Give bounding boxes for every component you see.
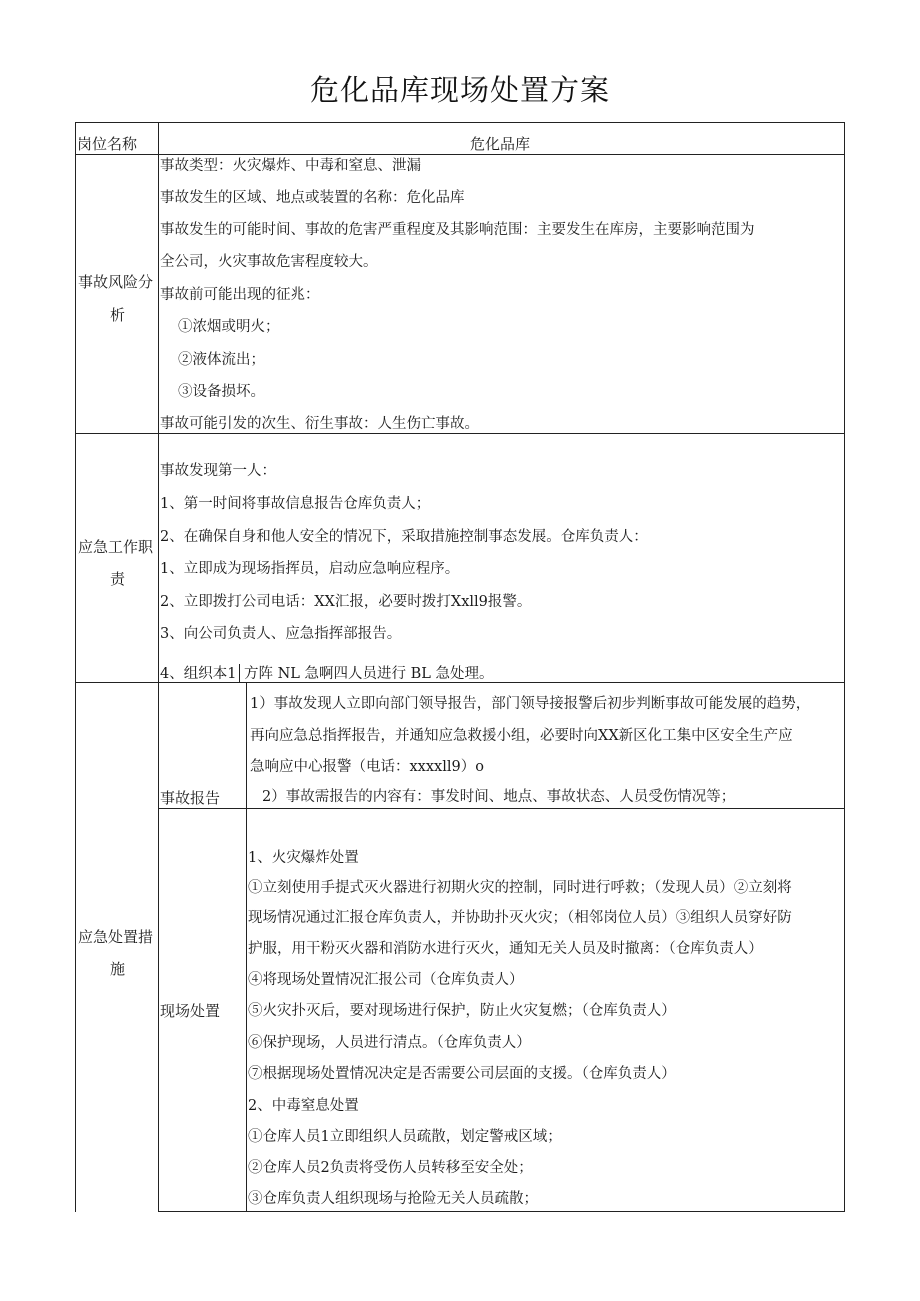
report-line: 急响应中心报警（电话：xxxxll9）o [250, 759, 484, 775]
risk-line: ③设备损坏。 [178, 384, 265, 400]
table-column-divider [158, 122, 159, 1212]
subcolumn-divider [246, 682, 247, 1212]
onsite-line: ⑥保护现场，人员进行清点。（仓库负责人） [248, 1035, 531, 1051]
risk-label-line2: 析 [110, 306, 126, 324]
onsite-line: 护服，用干粉灭火器和消防水进行灭火，通知无关人员及时撤离：（仓库负责人） [248, 941, 763, 957]
report-label: 事故报告 [160, 789, 221, 807]
table-border-bottom [158, 1211, 845, 1212]
risk-label-line1: 事故风险分 [78, 273, 154, 291]
onsite-line: ②仓库人员2负责将受伤人员转移至安全处； [248, 1160, 533, 1176]
table-border-right [844, 122, 845, 1212]
risk-line: 事故发生的可能时间、事故的危害严重程度及其影响范围：主要发生在库房，主要影响范围为 [160, 222, 755, 238]
duty-line: 2、在确保自身和他人安全的情况下，采取措施控制事态发展。仓库负责人： [160, 529, 648, 545]
duty-line: 事故发现第一人： [160, 463, 276, 479]
duty-label-line1: 应急工作职 [78, 538, 154, 556]
report-line: 再向应急总指挥报告，并通知应急救援小组，必要时向XX新区化工集中区安全生产应 [250, 728, 793, 744]
report-line: 1）事故发现人立即向部门领导报告，部门领导接报警后初步判断事故可能发展的趋势， [250, 696, 811, 712]
duty-line: 4、组织本1 [160, 666, 237, 682]
onsite-line: 1、火灾爆炸处置 [248, 850, 359, 866]
table-border-top [75, 122, 845, 123]
risk-line: 事故发生的区域、地点或装置的名称：危化品库 [160, 190, 465, 206]
row-divider-report [158, 808, 845, 809]
onsite-line: ③仓库负责人组织现场与抢险无关人员疏散； [248, 1191, 538, 1207]
table-border-left [75, 122, 76, 1212]
duty-last-row-divider [239, 664, 240, 683]
risk-line: ①浓烟或明火； [178, 319, 280, 335]
report-line: 2）事故需报告的内容有：事发时间、地点、事故状态、人员受伤情况等； [262, 789, 736, 805]
onsite-line: ⑦根据现场处置情况决定是否需要公司层面的支援。（仓库负责人） [248, 1066, 676, 1082]
onsite-line: ④将现场处置情况汇报公司（仓库负责人） [248, 972, 524, 988]
position-label: 岗位名称 [77, 135, 138, 153]
onsite-line: ⑤火灾扑灭后，要对现场进行保护，防止火灾复燃；（仓库负责人） [248, 1003, 676, 1019]
onsite-line: ①仓库人员1立即组织人员疏散，划定警戒区域； [248, 1129, 562, 1145]
onsite-line: ①立刻使用手提式灭火器进行初期火灾的控制，同时进行呼救；（发现人员）②立刻将 [248, 880, 792, 896]
risk-line: 事故类型：火灾爆炸、中毒和窒息、泄漏 [160, 158, 421, 174]
duty-line: 1、第一时间将事故信息报告仓库负责人； [160, 496, 431, 512]
duty-line: 2、立即拨打公司电话：XX汇报，必要时拨打Xxll9报警。 [160, 594, 532, 610]
onsite-line: 现场情况通过汇报仓库负责人，并协助扑灭火灾；（相邻岗位人员）③组织人员穿好防 [248, 910, 792, 926]
duty-line: 3、向公司负责人、应急指挥部报告。 [160, 626, 402, 642]
duty-label-line2: 责 [110, 570, 126, 588]
onsite-line: 2、中毒窒息处置 [248, 1098, 359, 1114]
position-value: 危化品库 [470, 135, 531, 153]
risk-line: ②液体流出； [178, 352, 265, 368]
risk-line: 全公司，火灾事故危害程度较大。 [160, 254, 378, 270]
row-divider-position [75, 154, 845, 155]
document-title: 危化品库现场处置方案 [309, 73, 610, 107]
duty-line: 方阵 NL 急啊四人员进行 BL 急处理。 [244, 666, 494, 682]
measures-label-line2: 施 [110, 960, 126, 978]
measures-label-line1: 应急处置措 [78, 928, 154, 946]
onsite-label: 现场处置 [160, 1002, 221, 1020]
risk-line: 事故前可能出现的征兆： [160, 287, 320, 303]
duty-line: 1、立即成为现场指挥员，启动应急响应程序。 [160, 561, 460, 577]
risk-line: 事故可能引发的次生、衍生事故：人生伤亡事故。 [160, 416, 479, 432]
